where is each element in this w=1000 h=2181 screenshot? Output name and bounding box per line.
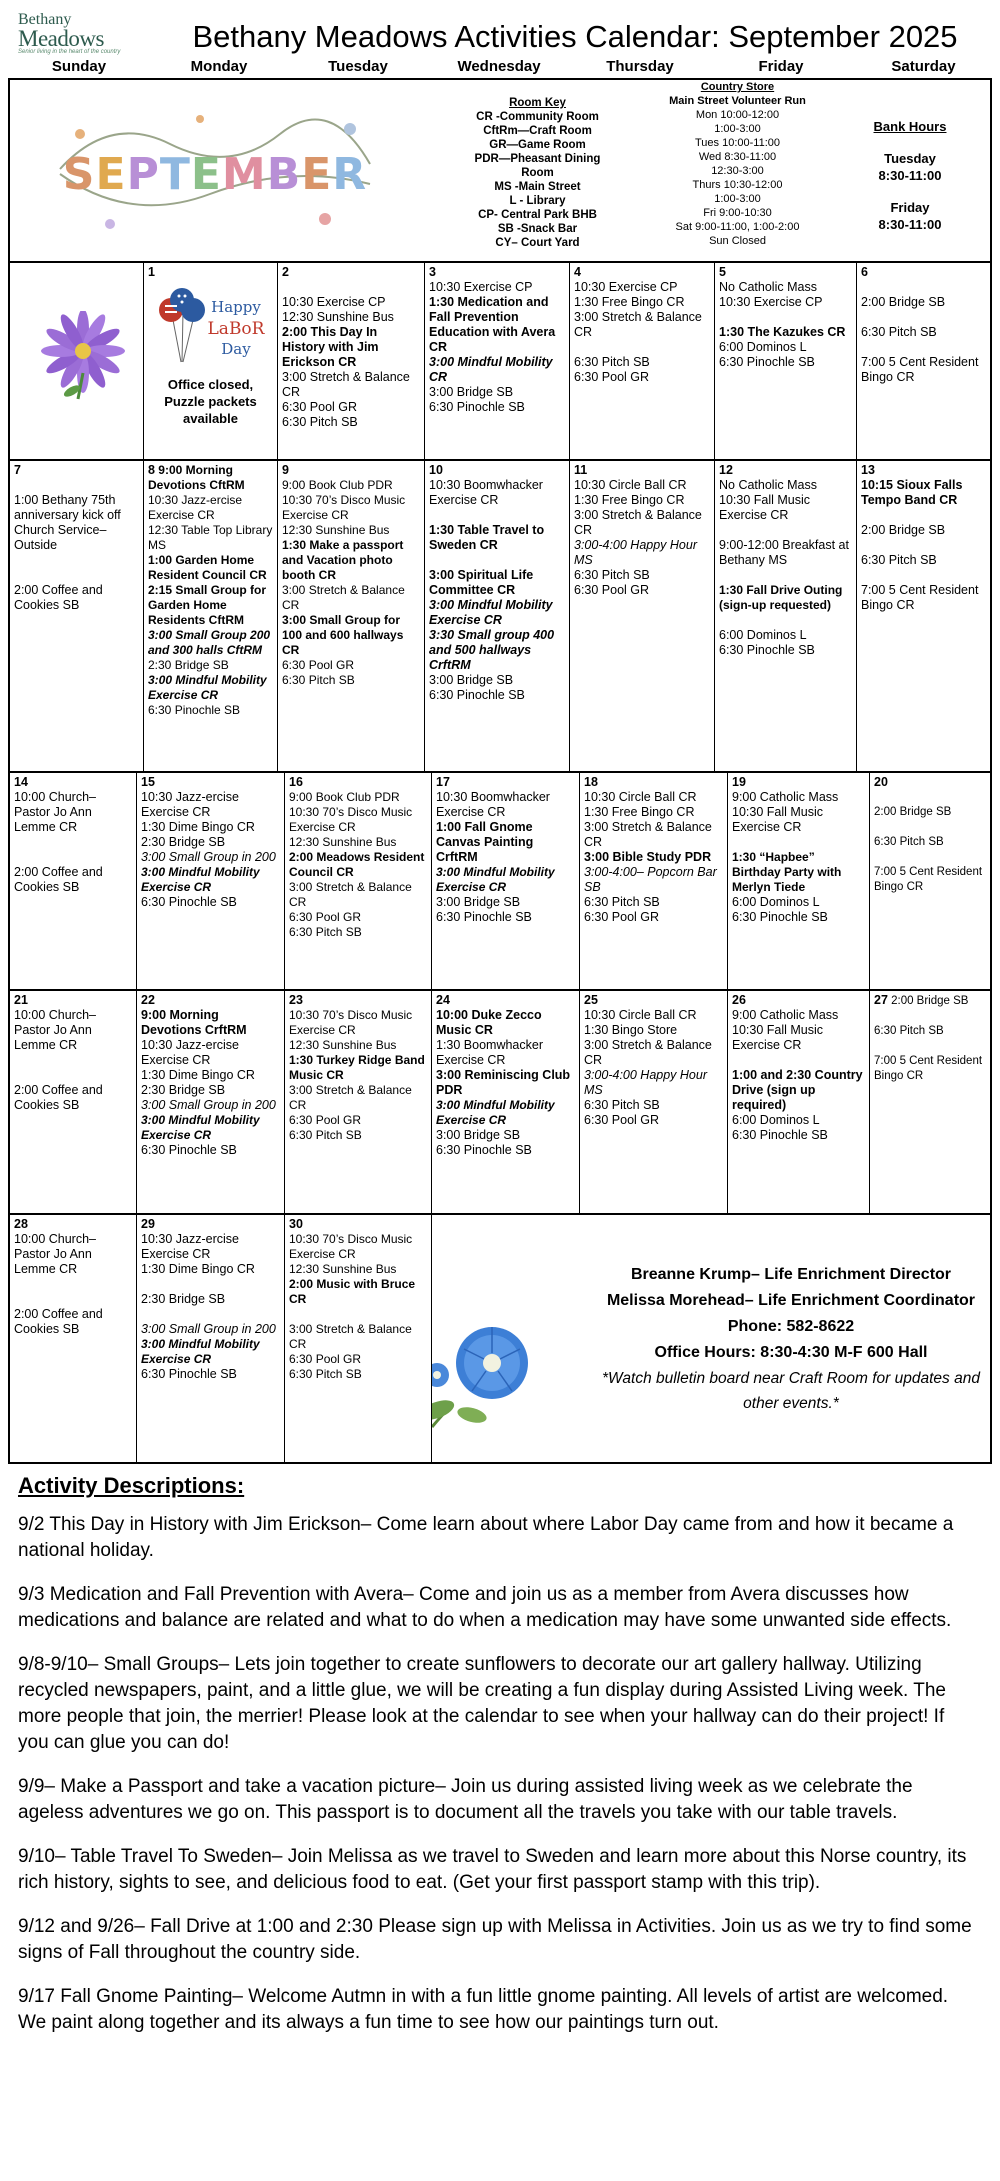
day-cell-23 — [285, 991, 432, 1213]
event: 3:00 Small Group for 100 and 600 hallways CR — [282, 613, 404, 657]
store-hours: Wed 8:30-11:00 — [698, 151, 777, 163]
event: 10:00 Church– Pastor Jo Ann Lemme CR — [14, 790, 97, 834]
day-cell-21 — [10, 991, 137, 1213]
event: 12:30 Sunshine Bus — [289, 1262, 397, 1276]
week-row — [10, 461, 990, 773]
event: 3:00 Small Group in 200 — [141, 1098, 276, 1112]
day-number: 16 — [289, 775, 303, 789]
store-subtitle: Main Street Volunteer Run — [669, 95, 806, 107]
event: 3:00 Stretch & Balance CR — [584, 1038, 712, 1067]
event: 10:30 Jazz-ercise Exercise CR — [148, 493, 243, 522]
event: 1:30 Medication and Fall Prevention Education with Avera CR — [429, 295, 556, 354]
office-hours: Office Hours: 8:30-4:30 M-F 600 Hall — [654, 1344, 928, 1361]
day-number: 22 — [141, 993, 155, 1007]
event: 3:00 Bridge SB — [436, 1128, 521, 1142]
event: 3:00 Bible Study PDR — [584, 850, 712, 864]
svg-text:Happy: Happy — [210, 298, 261, 316]
event: 6:00 Dominos L — [732, 1113, 820, 1127]
event: 6:30 Pinochle SB — [429, 400, 525, 414]
room-key-item: GR—Game Room — [489, 139, 586, 151]
phone-number: Phone: 582-8622 — [727, 1318, 855, 1335]
event: 3:00 Small Group 200 and 300 halls CftRM — [148, 628, 271, 657]
weekday-header — [8, 57, 995, 77]
day-cell-12 — [715, 461, 857, 771]
event: 6:30 Pitch SB — [289, 1367, 362, 1381]
event: 6:30 Pool GR — [584, 910, 660, 924]
event: 9:00 Book Club PDR — [289, 790, 400, 804]
event: 1:30 Make a passport and Vacation photo booth CR — [282, 538, 404, 582]
event: 2:30 Bridge SB — [141, 1083, 226, 1097]
event: 6:30 Pool GR — [289, 1113, 362, 1127]
store-hours: Fri 9:00-10:30 — [703, 207, 772, 219]
event: 9:00-12:00 Breakfast at Bethany MS — [719, 538, 849, 567]
day-cell-25 — [580, 991, 728, 1213]
coordinator-name: Melissa Morehead– Life Enrichment Coordinator — [606, 1292, 976, 1309]
event: 2:00 Bridge SB — [861, 523, 946, 537]
event: 10:30 Exercise CP — [719, 295, 823, 309]
event: 12:30 Sunshine Bus — [282, 310, 394, 324]
event: 6:30 Pinochle SB — [429, 688, 525, 702]
event: 9:00 Book Club PDR — [282, 478, 393, 492]
calendar-header-row — [10, 80, 990, 263]
event: 10:30 Fall Music Exercise CR — [732, 805, 824, 834]
event: 10:30 Fall Music Exercise CR — [732, 1023, 824, 1052]
event: 6:30 Pinochle SB — [148, 703, 241, 717]
event: 1:30 The Kazukes CR — [719, 325, 846, 339]
event: 2:00 This Day In History with Jim Erickson CR — [282, 325, 379, 369]
event: 3:00 Spiritual Life Committee CR — [429, 568, 534, 597]
day-number: 14 — [14, 775, 28, 789]
day-cell-5 — [715, 263, 857, 459]
day-cell-30 — [285, 1215, 432, 1462]
bulletin-note: *Watch bulletin board near Craft Room for updates and other events.* — [602, 1370, 980, 1412]
day-cell-16 — [285, 773, 432, 989]
event: 3:00-4:00 Happy Hour MS — [584, 1068, 707, 1097]
day-sunday: Sunday — [51, 58, 107, 75]
day-number: 6 — [861, 265, 868, 279]
event: 10:30 Exercise CP — [282, 295, 386, 309]
day-number: 5 — [719, 265, 726, 279]
bank-day: Tuesday — [884, 151, 936, 166]
description-item: 9/9– Make a Passport and take a vacation picture– Join us during assisted living week as we celebrate the ageless adventures we go on. This passport is to document all the travels you take with our table travels. — [18, 1776, 913, 1823]
event: 6:00 Dominos L — [732, 895, 820, 909]
event: 6:30 Pitch SB — [282, 673, 355, 687]
event: 6:30 Pool GR — [584, 1113, 660, 1127]
store-hours: 12:30-3:00 — [711, 165, 764, 177]
event: 1:00 Fall Gnome Canvas Painting CrftRM — [436, 820, 534, 864]
day-tuesday: Tuesday — [328, 58, 388, 75]
event: 3:00-4:00 Happy Hour MS — [574, 538, 697, 567]
event: 9:00 Morning Devotions CftRM — [148, 463, 245, 492]
week-row — [10, 1215, 990, 1462]
day-cell-11 — [570, 461, 715, 771]
staff-info-cell — [432, 1215, 990, 1462]
day-saturday: Saturday — [891, 58, 956, 75]
event: 3:00 Mindful Mobility Exercise CR — [141, 1337, 260, 1366]
store-hours: 1:00-3:00 — [714, 123, 761, 135]
day-cell-26 — [728, 991, 870, 1213]
event: 6:30 Pool GR — [289, 1352, 362, 1366]
description-item: 9/8-9/10– Small Groups– Lets join together to create sunflowers to decorate our art gallery hallway. Utilizing recycled newspapers, paint, and a little glue, we will be creating a fun display during Assisted Living week. The more people that join, the merrier! Please look at the calendar to see when your hallway can do their project! If you can glue you can do! — [18, 1654, 947, 1753]
room-key-item: CP- Central Park BHB — [478, 209, 597, 221]
logo-line1: Bethany — [18, 11, 72, 28]
event: 1:30 Turkey Ridge Band Music CR — [289, 1053, 425, 1082]
event: 10:30 Exercise CP — [574, 280, 678, 294]
event: 12:30 Sunshine Bus — [289, 835, 397, 849]
event: 6:30 Pitch SB — [282, 415, 358, 429]
event: 6:30 Pinochle SB — [436, 910, 532, 924]
event: 6:30 Pinochle SB — [732, 910, 828, 924]
day-cell-29 — [137, 1215, 285, 1462]
day-thursday: Thursday — [606, 58, 674, 75]
day-number: 29 — [141, 1217, 155, 1231]
description-item: 9/2 This Day in History with Jim Erickson– Come learn about where Labor Day came from and how it became a national holiday. — [18, 1514, 954, 1561]
svg-text:LaBoR: LaBoR — [207, 319, 264, 339]
room-key-item: SB -Snack Bar — [497, 223, 578, 235]
event: 3:30 Small group 400 and 500 hallways CrftRM — [429, 628, 555, 672]
event: 3:00 Mindful Mobility Exercise CR — [141, 865, 260, 894]
description-item: 9/17 Fall Gnome Painting– Welcome Autmn in with a fun little gnome painting. All levels of artist are welcomed. We paint along together and its always a fun time to see how our paintings turn out. — [18, 1986, 949, 2033]
day-wednesday: Wednesday — [457, 58, 541, 75]
event: 3:00 Bridge SB — [429, 385, 514, 399]
day-cell-27 — [870, 991, 990, 1213]
event: 1:30 Free Bingo CR — [574, 295, 685, 309]
store-hours: Sun Closed — [709, 235, 766, 247]
purple-flower-icon — [38, 311, 128, 401]
event: No Catholic Mass — [719, 280, 817, 294]
day-cell-15 — [137, 773, 285, 989]
september-art-cell — [10, 80, 430, 261]
description-item: 9/3 Medication and Fall Prevention with Avera– Come and join us as a member from Avera discusses how medications and balance are related and what to do when a medication may have some unwanted side effects. — [18, 1584, 952, 1631]
event: 3:00 Bridge SB — [429, 673, 514, 687]
day-number: 27 — [874, 993, 888, 1007]
event: 10:15 Sioux Falls Tempo Band CR — [861, 478, 963, 507]
event: 1:30 Fall Drive Outing (sign-up requested) — [719, 583, 843, 612]
event: 2:00 Coffee and Cookies SB — [14, 1083, 103, 1112]
event: 10:30 Circle Ball CR — [584, 790, 697, 804]
room-key-item: CR -Community Room — [476, 111, 599, 123]
event: 6:00 Dominos L — [719, 340, 807, 354]
event: 9:00 Morning Devotions CrftRM — [141, 1008, 247, 1037]
event: 3:00 Mindful Mobility Exercise CR — [436, 865, 555, 894]
event: 10:00 Church– Pastor Jo Ann Lemme CR — [14, 1008, 97, 1052]
day-number: 11 — [574, 463, 588, 477]
day-number: 10 — [429, 463, 443, 477]
event: 2:00 Bridge SB — [874, 806, 952, 818]
day-number: 4 — [574, 265, 581, 279]
event: 6:30 Pool GR — [574, 583, 650, 597]
day-number: 7 — [14, 463, 21, 477]
event: 9:00 Catholic Mass — [732, 790, 839, 804]
event: 6:30 Pool GR — [282, 400, 358, 414]
day-number: 3 — [429, 265, 436, 279]
event: 10:00 Church– Pastor Jo Ann Lemme CR — [14, 1232, 97, 1276]
event: 6:30 Pitch SB — [584, 1098, 660, 1112]
event: 3:00-4:00– Popcorn Bar SB — [584, 865, 717, 894]
store-hours: Thurs 10:30-12:00 — [692, 179, 783, 191]
event: 10:30 Boomwhacker Exercise CR — [436, 790, 550, 819]
event: 10:30 70’s Disco Music Exercise CR — [289, 805, 413, 834]
room-key-cell — [430, 80, 645, 261]
event: 10:30 Fall Music Exercise CR — [719, 493, 811, 522]
event: 12:30 Table Top Library MS — [148, 523, 273, 552]
event: 10:30 Circle Ball CR — [574, 478, 687, 492]
event: 10:00 Duke Zecco Music CR — [436, 1008, 542, 1037]
event: 7:00 5 Cent Resident Bingo CR — [874, 866, 983, 893]
event: 2:00 Coffee and Cookies SB — [14, 1307, 103, 1336]
event: 7:00 5 Cent Resident Bingo CR — [861, 583, 979, 612]
country-store-cell — [645, 80, 830, 261]
event: 6:30 Pool GR — [282, 658, 355, 672]
week-row — [10, 773, 990, 991]
event: 6:30 Pinochle SB — [732, 1128, 828, 1142]
event: 3:00 Small Group in 200 — [141, 1322, 276, 1336]
store-hours: 1:00-3:00 — [714, 193, 761, 205]
event: 10:30 70’s Disco Music Exercise CR — [289, 1008, 413, 1037]
day-friday: Friday — [758, 58, 804, 75]
event: 1:30 Bingo Store — [584, 1023, 678, 1037]
day-cell-28 — [10, 1215, 137, 1462]
event: 1:30 Table Travel to Sweden CR — [429, 523, 545, 552]
day-number: 15 — [141, 775, 155, 789]
event: 10:30 Jazz-ercise Exercise CR — [141, 1232, 239, 1261]
day-number: 23 — [289, 993, 303, 1007]
day-cell-17 — [432, 773, 580, 989]
september-banner-icon — [50, 94, 380, 244]
event: 7:00 5 Cent Resident Bingo CR — [874, 1055, 983, 1082]
week-row — [10, 991, 990, 1215]
event: 2:00 Bridge SB — [861, 295, 946, 309]
office-closed-note: Office closed, Puzzle packets available — [164, 377, 257, 426]
event: 3:00 Bridge SB — [436, 895, 521, 909]
event: 10:30 70’s Disco Music Exercise CR — [289, 1232, 413, 1261]
event: 10:30 Jazz-ercise Exercise CR — [141, 1038, 239, 1067]
event: 10:30 Boomwhacker Exercise CR — [429, 478, 543, 507]
event: 3:00 Mindful Mobility CR — [429, 355, 553, 384]
event: 9:00 Catholic Mass — [732, 1008, 839, 1022]
event: 6:30 Pitch SB — [874, 836, 944, 848]
day-number: 26 — [732, 993, 746, 1007]
day-monday: Monday — [190, 58, 248, 75]
event: 1:00 Garden Home Resident Council CR — [148, 553, 267, 582]
event: 6:30 Pitch SB — [874, 1025, 944, 1037]
event: 2:00 Coffee and Cookies SB — [14, 865, 103, 894]
event: 6:30 Pinochle SB — [141, 1143, 237, 1157]
room-key-item: PDR—Pheasant Dining Room — [474, 153, 601, 179]
director-name: Breanne Krump– Life Enrichment Director — [630, 1266, 952, 1283]
blue-flower-icon — [432, 1315, 552, 1430]
day-cell-1 — [144, 263, 278, 459]
event: No Catholic Mass — [719, 478, 817, 492]
day-number: 24 — [436, 993, 450, 1007]
event: 2:30 Bridge SB — [141, 1292, 226, 1306]
day-number: 25 — [584, 993, 598, 1007]
event: 6:30 Pitch SB — [861, 325, 937, 339]
event: 3:00 Mindful Mobility Exercise CR — [429, 598, 553, 627]
event: 6:30 Pitch SB — [584, 895, 660, 909]
day-cell-24 — [432, 991, 580, 1213]
day-number: 20 — [874, 775, 888, 789]
day-cell-4 — [570, 263, 715, 459]
day-cell-empty — [10, 263, 144, 459]
day-cell-14 — [10, 773, 137, 989]
event: 3:00 Mindful Mobility Exercise CR — [141, 1113, 260, 1142]
event: 6:30 Pinochle SB — [719, 643, 815, 657]
event: 6:30 Pitch SB — [289, 925, 362, 939]
event: 6:30 Pitch SB — [574, 355, 650, 369]
bank-day: Friday — [890, 200, 930, 215]
room-key-item: CY– Court Yard — [495, 237, 580, 249]
day-number: 28 — [14, 1217, 28, 1231]
event: 6:30 Pinochle SB — [141, 895, 237, 909]
day-number: 17 — [436, 775, 450, 789]
event: 6:00 Dominos L — [719, 628, 807, 642]
event: 3:00 Mindful Mobility Exercise CR — [436, 1098, 555, 1127]
event: 12:30 Sunshine Bus — [282, 523, 390, 537]
event: 6:30 Pitch SB — [289, 1128, 362, 1142]
event: 10:30 Jazz-ercise Exercise CR — [141, 790, 239, 819]
day-number: 9 — [282, 463, 289, 477]
day-cell-7 — [10, 461, 144, 771]
description-item: 9/10– Table Travel To Sweden– Join Melissa as we travel to Sweden and learn more about this Norse country, its rich history, sights to see, and delicious food to eat. (Get your first passport stamp with this trip). — [18, 1846, 967, 1893]
day-cell-13 — [857, 461, 990, 771]
room-key-item: CftRm—Craft Room — [483, 125, 592, 137]
activity-descriptions — [18, 1472, 978, 2054]
day-cell-19 — [728, 773, 870, 989]
day-number: 21 — [14, 993, 28, 1007]
event: 3:00 Stretch & Balance CR — [289, 1322, 412, 1351]
event: 10:30 Exercise CP — [429, 280, 533, 294]
event: 2:30 Bridge SB — [148, 658, 229, 672]
store-hours: Mon 10:00-12:00 — [695, 109, 780, 121]
event: 6:30 Pitch SB — [861, 553, 937, 567]
event: 3:00 Stretch & Balance CR — [282, 370, 410, 399]
day-cell-2 — [278, 263, 425, 459]
day-number: 18 — [584, 775, 598, 789]
week-row — [10, 263, 990, 461]
bank-hours-title: Bank Hours — [873, 119, 947, 134]
event: 1:00 and 2:30 Country Drive (sign up required) — [732, 1068, 863, 1112]
logo-tagline: Senior living in the heart of the country — [18, 49, 121, 55]
store-hours: Tues 10:00-11:00 — [694, 137, 780, 149]
event: 6:30 Pool GR — [574, 370, 650, 384]
event: 2:00 Coffee and Cookies SB — [14, 583, 103, 612]
event: 2:00 Bridge SB — [891, 995, 969, 1007]
event: 6:30 Pitch SB — [574, 568, 650, 582]
event: 3:00 Small Group in 200 — [141, 850, 276, 864]
day-number: 19 — [732, 775, 746, 789]
day-number: 12 — [719, 463, 733, 477]
day-number: 30 — [289, 1217, 303, 1231]
day-number: 2 — [282, 265, 289, 279]
page-title: Bethany Meadows Activities Calendar: September 2025 — [192, 19, 958, 54]
day-number: 13 — [861, 463, 875, 477]
day-number: 8 — [148, 463, 155, 477]
event: 1:30 Free Bingo CR — [574, 493, 685, 507]
event: 12:30 Sunshine Bus — [289, 1038, 397, 1052]
event: 1:30 “Hapbee” Birthday Party with Merlyn Tiede — [732, 850, 842, 894]
day-cell-8 — [144, 461, 278, 771]
bank-hours-cell — [830, 80, 990, 261]
event: 3:00 Mindful Mobility Exercise CR — [148, 673, 267, 702]
event: 3:00 Stretch & Balance CR — [289, 1083, 412, 1112]
event: 7:00 5 Cent Resident Bingo CR — [861, 355, 979, 384]
event: 10:30 Circle Ball CR — [584, 1008, 697, 1022]
day-cell-18 — [580, 773, 728, 989]
event: 6:30 Pinochle SB — [141, 1367, 237, 1381]
logo-line2: Meadows — [18, 26, 104, 51]
event: 3:00 Stretch & Balance CR — [282, 583, 405, 612]
room-key-title: Room Key — [509, 97, 566, 109]
event: 3:00 Stretch & Balance CR — [289, 880, 412, 909]
descriptions-title: Activity Descriptions: — [18, 1473, 245, 1498]
event: 3:00 Reminiscing Club PDR — [436, 1068, 571, 1097]
day-cell-10 — [425, 461, 570, 771]
calendar-grid — [8, 78, 992, 1464]
event: 3:00 Stretch & Balance CR — [574, 310, 702, 339]
event: 1:30 Boomwhacker Exercise CR — [436, 1038, 544, 1067]
day-cell-9 — [278, 461, 425, 771]
event: 2:00 Music with Bruce CR — [289, 1277, 416, 1306]
day-cell-20 — [870, 773, 990, 989]
event: 1:30 Dime Bingo CR — [141, 1068, 255, 1082]
event: 1:30 Free Bingo CR — [584, 805, 695, 819]
event: 1:30 Dime Bingo CR — [141, 1262, 255, 1276]
day-number: 1 — [148, 265, 155, 279]
bank-time: 8:30-11:00 — [878, 217, 942, 232]
svg-text:SEPTEMBER: SEPTEMBER — [62, 149, 368, 200]
bank-time: 8:30-11:00 — [878, 168, 942, 183]
description-item: 9/12 and 9/26– Fall Drive at 1:00 and 2:30 Please sign up with Melissa in Activities. Join us as we try to find some signs of Fall throughout the country side. — [18, 1916, 972, 1963]
event: 10:30 70’s Disco Music Exercise CR — [282, 493, 406, 522]
labor-day-balloons-icon — [151, 282, 271, 372]
store-title: Country Store — [700, 81, 775, 93]
event: 6:30 Pool GR — [289, 910, 362, 924]
event: 6:30 Pinochle SB — [719, 355, 815, 369]
event: 1:00 Bethany 75th anniversary kick off Church Service– Outside — [14, 493, 121, 552]
bethany-meadows-logo — [18, 12, 143, 54]
room-key-item: MS -Main Street — [494, 181, 581, 193]
event: 2:00 Meadows Resident Council CR — [289, 850, 425, 879]
day-cell-3 — [425, 263, 570, 459]
event: 3:00 Stretch & Balance CR — [584, 820, 712, 849]
room-key-item: L - Library — [509, 195, 566, 207]
event: 2:15 Small Group for Garden Home Residents CftRM — [148, 583, 267, 627]
event: 6:30 Pinochle SB — [436, 1143, 532, 1157]
event: 1:30 Dime Bingo CR — [141, 820, 255, 834]
event: 2:30 Bridge SB — [141, 835, 226, 849]
day-cell-6 — [857, 263, 990, 459]
store-hours: Sat 9:00-11:00, 1:00-2:00 — [675, 221, 800, 233]
event: 3:00 Stretch & Balance CR — [574, 508, 702, 537]
svg-text:Day: Day — [220, 340, 251, 358]
day-cell-22 — [137, 991, 285, 1213]
